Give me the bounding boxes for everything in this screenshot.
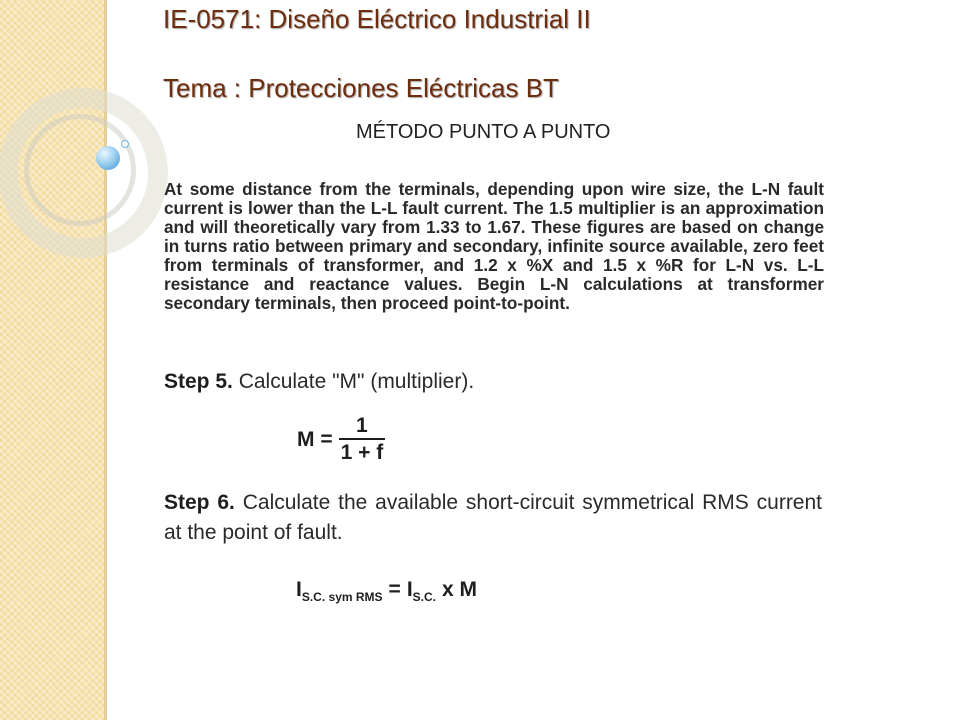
equals-sign: = xyxy=(388,578,401,601)
blue-ball-icon xyxy=(96,146,120,170)
times-m: x M xyxy=(442,578,478,601)
isc-symbol-2: I xyxy=(406,578,413,601)
fraction xyxy=(339,414,386,466)
step-5-text: Calculate "M" (multiplier). xyxy=(238,370,475,393)
explanation-paragraph: At some distance from the terminals, depending upon wire size, the L-N fault current is lower than the L-L fault current. The 1.5 multiplier is an approximation and will theoretically vary from 1.33 to 1.67. These figures are based on change in turns ratio between primary and secondary, infinite source available, zero feet from terminals of transformer, and 1.2 x %X and 1.5 x %R for L-N vs. L-L resistance and reactance values. Begin L-N calculations at transformer secondary terminals, then proceed point-to-point. xyxy=(164,179,824,313)
step-6 xyxy=(164,488,822,548)
fraction-denominator: 1 + f xyxy=(340,441,384,464)
step-6-text: Calculate the available short-circuit symmetrical RMS current at the point of fault. xyxy=(164,491,823,544)
isc-sym-rms xyxy=(296,578,383,604)
multiplier-equation xyxy=(297,414,385,466)
inner-ring-decoration-icon xyxy=(24,114,136,226)
isc-subscript: S.C. xyxy=(412,590,436,604)
small-circle-icon xyxy=(121,140,129,148)
step-5-label: Step 5. xyxy=(164,370,233,393)
isc xyxy=(407,578,436,604)
short-circuit-equation xyxy=(296,578,477,604)
slide-topic: Tema : Protecciones Eléctricas BT xyxy=(163,73,559,103)
slide-title: IE-0571: Diseño Eléctrico Industrial II xyxy=(163,4,591,34)
slide-subtitle: MÉTODO PUNTO A PUNTO xyxy=(356,121,611,143)
fraction-numerator: 1 xyxy=(356,414,368,437)
isc-symbol: I xyxy=(296,578,302,601)
step-6-label: Step 6. xyxy=(164,491,235,514)
equation-lhs: M = xyxy=(297,428,333,451)
step-5 xyxy=(164,370,474,394)
isc-sym-rms-subscript: S.C. sym RMS xyxy=(301,590,383,604)
